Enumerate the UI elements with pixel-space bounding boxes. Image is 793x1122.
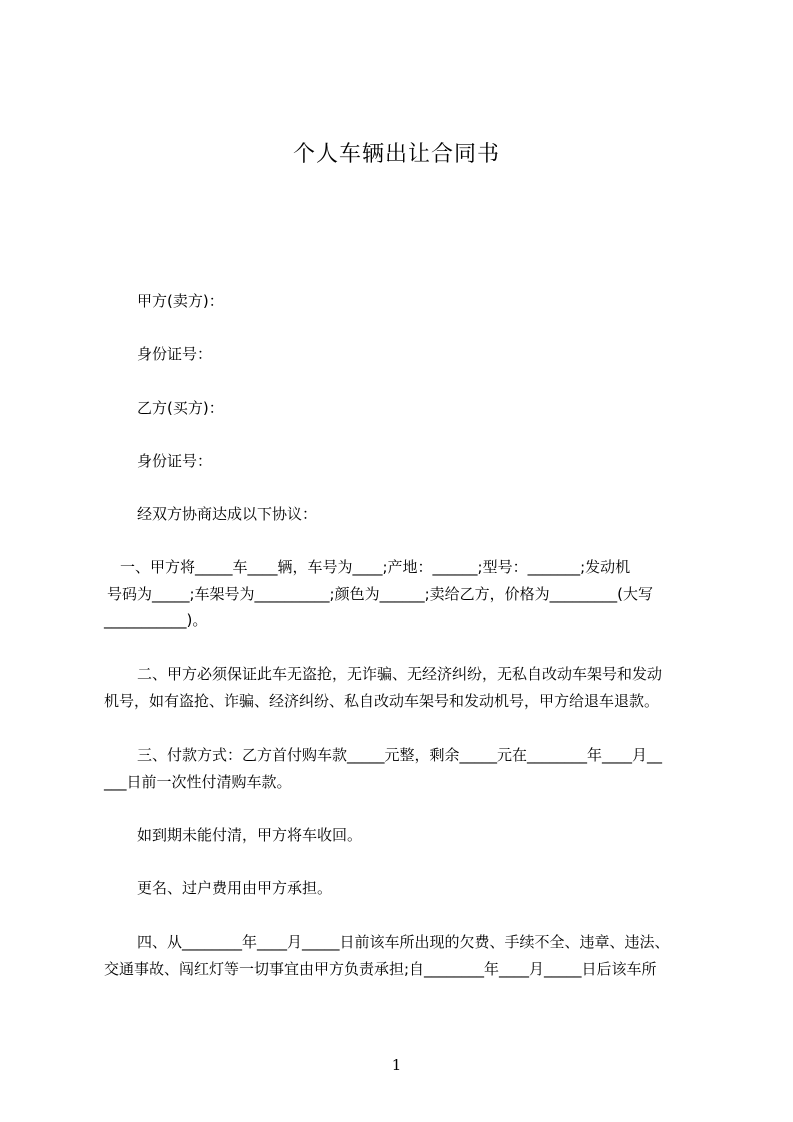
- clause4-line1: 四、从________年____月_____日前该车所出现的欠费、手续不全、违章、违法、: [137, 933, 670, 951]
- clause4-line2: 交通事故、闯红灯等一切事宜由甲方负责承担;自________年____月_____日后该车所: [104, 960, 657, 978]
- party-b-label: 乙方(买方)：: [137, 399, 224, 417]
- clause1-line3: ___________)。: [104, 611, 208, 629]
- clause3-line2: ___日前一次性付清购车款。: [104, 773, 292, 791]
- clause1-line2: 号码为_____;车架号为__________;颜色为______;卖给乙方，价格为_________(大写: [107, 585, 654, 603]
- clause1-line1: 一、甲方将_____车____辆，车号为____;产地：______;型号：_______;发动机: [120, 558, 631, 576]
- clause2-line1: 二、甲方必须保证此车无盗抢，无诈骗、无经济纠纷，无私自改动车架号和发动: [137, 665, 663, 683]
- clause2-line2: 机号，如有盗抢、诈骗、经济纠纷、私自改动车架号和发动机号，甲方给退车退款。: [104, 692, 660, 710]
- transfer-fee-note: 更名、过户费用由甲方承担。: [137, 879, 333, 897]
- party-a-label: 甲方(卖方)：: [137, 292, 224, 310]
- clause3-line1: 三、付款方式：乙方首付购车款_____元整，剩余_____元在________年____月__: [137, 746, 663, 764]
- document-title: 个人车辆出让合同书: [292, 142, 500, 167]
- agreement-intro: 经双方协商达成以下协议：: [137, 505, 318, 523]
- party-a-id-label: 身份证号：: [137, 345, 213, 363]
- page-number: 1: [391, 1056, 402, 1074]
- unpaid-note: 如到期未能付清，甲方将车收回。: [137, 826, 363, 844]
- party-b-id-label: 身份证号：: [137, 452, 213, 470]
